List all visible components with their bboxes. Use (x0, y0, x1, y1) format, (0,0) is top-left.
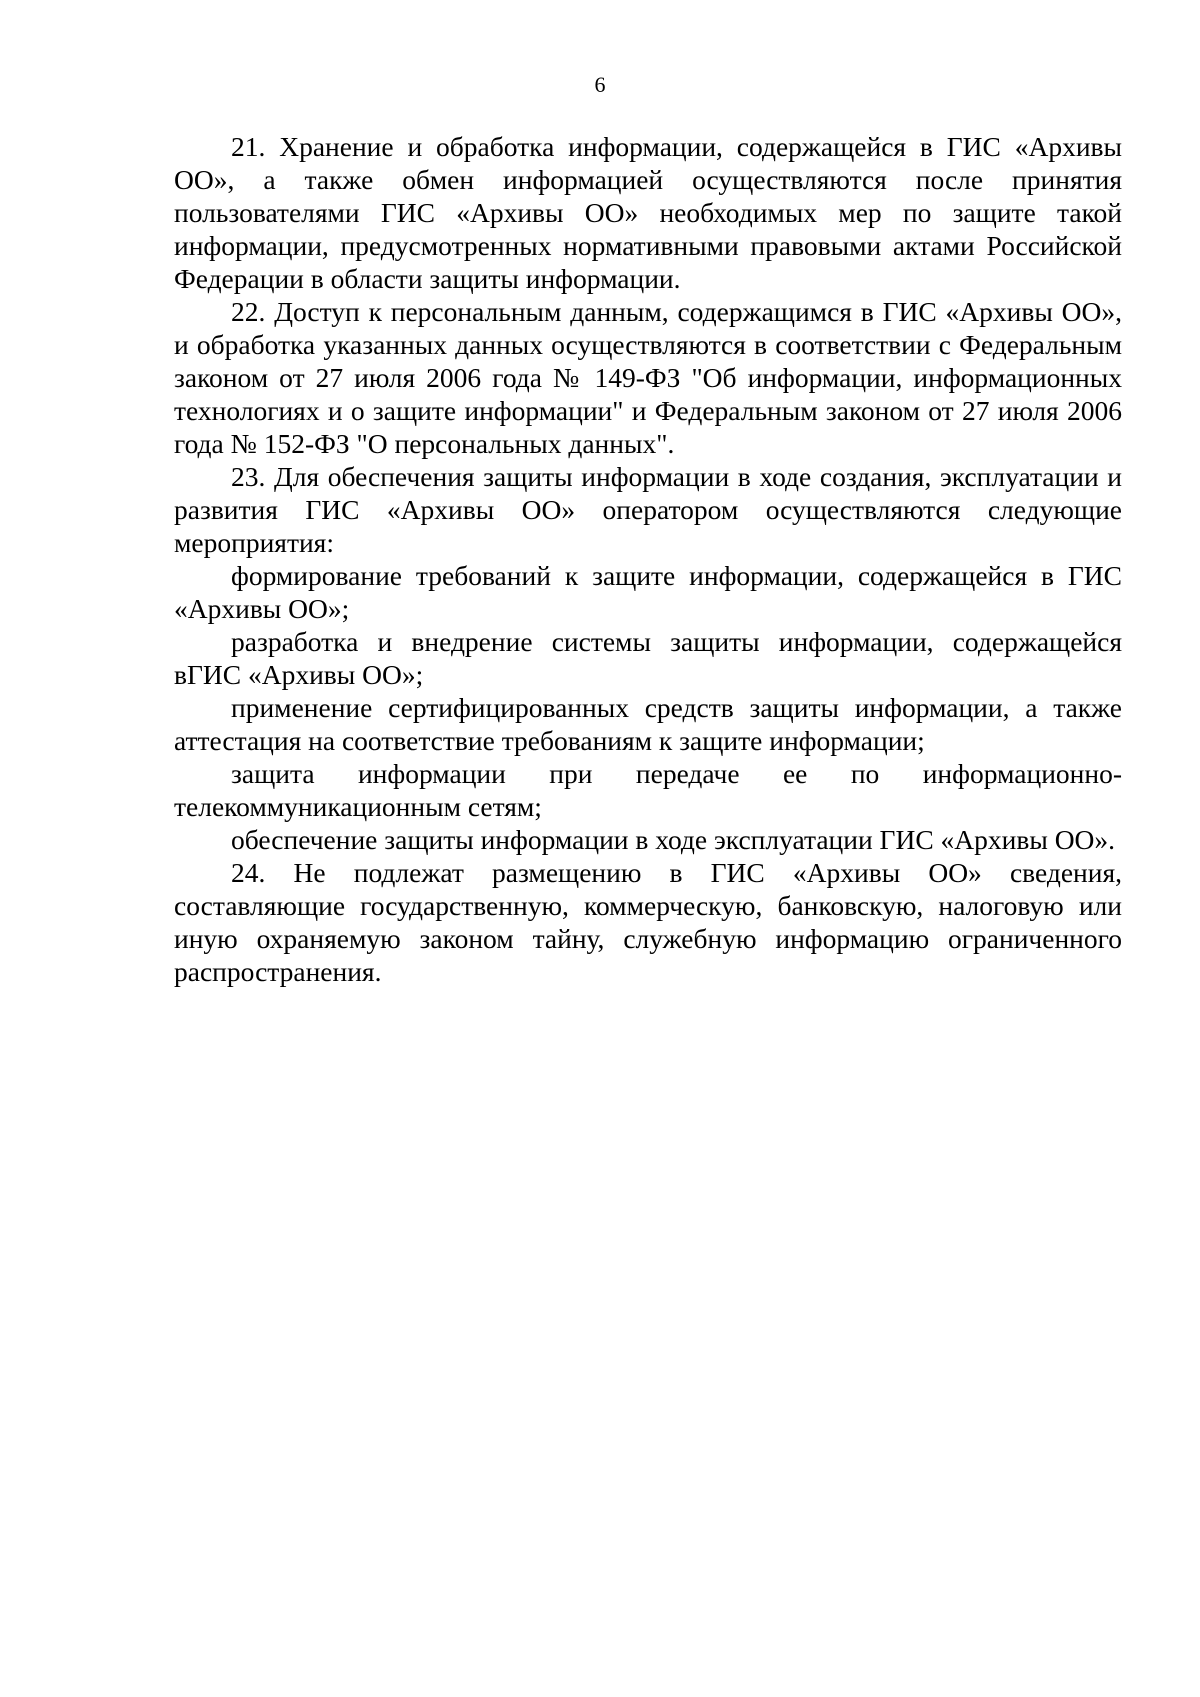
list-item-protection-system: разработка и внедрение системы защиты информации, содержащейся вГИС «Архивы ОО»; (174, 626, 1122, 690)
document-body (174, 130, 1122, 988)
list-item-network-transfer: защита информации при передаче ее по информационно-телекоммуникационным сетям; (174, 758, 1122, 822)
page-number: 6 (594, 72, 606, 97)
list-item-certified-means: применение сертифицированных средств защиты информации, а также аттестация на соответствие требованиям к защите информации; (174, 692, 1122, 756)
paragraph-22: 22. Доступ к персональным данным, содержащимся в ГИС «Архивы ОО», и обработка указанных данных осуществляются в соответствии с Федеральным законом от 27 июля 2006 года № 149-ФЗ "Об информации, информационных технологиях и о защите информации" и Федеральным законом от 27 июля 2006 года № 152-ФЗ "О персональных данных". (174, 296, 1122, 459)
paragraph-21: 21. Хранение и обработка информации, содержащейся в ГИС «Архивы ОО», а также обмен информацией осуществляются после принятия пользователями ГИС «Архивы ОО» необходимых мер по защите такой информации, предусмотренных нормативными правовыми актами Российской Федерации в области защиты информации. (174, 131, 1122, 294)
list-item-requirements: формирование требований к защите информации, содержащейся в ГИС «Архивы ОО»; (174, 560, 1122, 624)
list-item-operation-protection: обеспечение защиты информации в ходе эксплуатации ГИС «Архивы ОО». (231, 824, 1116, 855)
paragraph-24: 24. Не подлежат размещению в ГИС «Архивы ОО» сведения, составляющие государственную, коммерческую, банковскую, налоговую или иную охраняемую законом тайну, служебную информацию ограниченного распространения. (174, 857, 1122, 987)
paragraph-23: 23. Для обеспечения защиты информации в ходе создания, эксплуатации и развития ГИС «Архивы ОО» оператором осуществляются следующие мероприятия: (174, 461, 1122, 558)
